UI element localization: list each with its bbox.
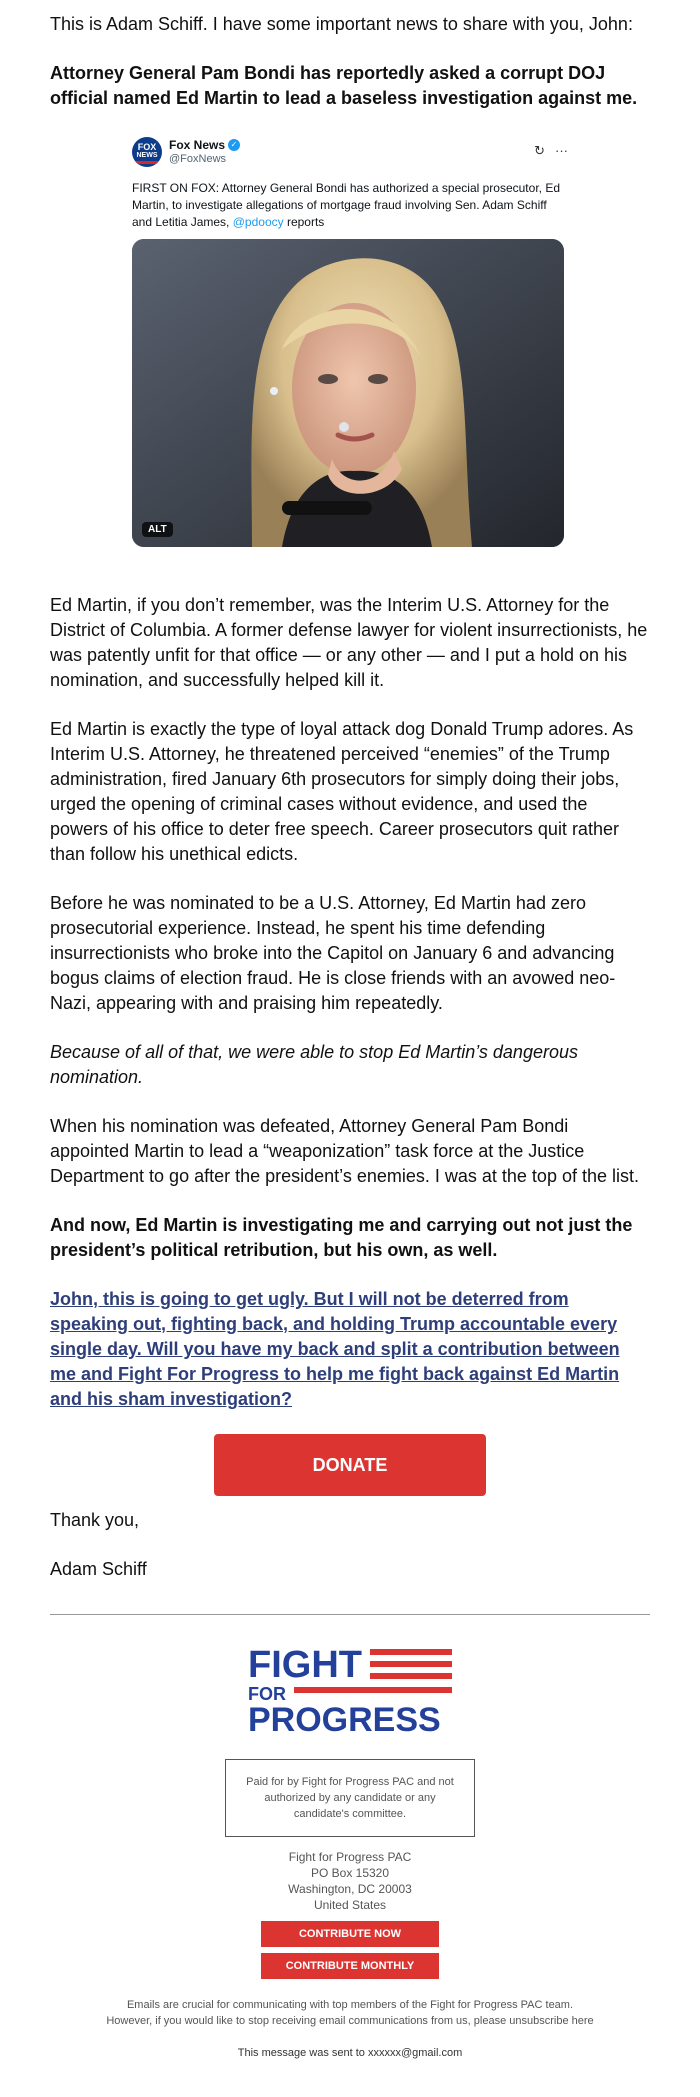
italic-paragraph: Because of all of that, we were able to stop Ed Martin’s dangerous nomination. — [50, 1042, 578, 1087]
tweet-account[interactable] — [169, 138, 240, 166]
signature: Adam Schiff — [50, 1559, 147, 1579]
body-paragraph: Ed Martin, if you don’t remember, was the Interim U.S. Attorney for the District of Columbia. A former defense lawyer for violent insurrectionists, he was patently unfit for that office — or any other — and I put a hold on his nomination, and successfully helped kill it. — [50, 595, 648, 690]
mention-link[interactable]: @pdoocy — [232, 215, 284, 229]
contribute-now-button[interactable]: CONTRIBUTE NOW — [261, 1921, 439, 1947]
donation-cta-link[interactable]: John, this is going to get ugly. But I will not be deterred from speaking out, fighting back, and holding Trump accountable every single day. Will you have my back and split a contribution between me and Fight For Progress to help me fight back against Ed Martin and his sham investigation? — [50, 1289, 620, 1409]
divider — [50, 1614, 650, 1615]
more-options-icon[interactable]: ··· — [555, 143, 568, 158]
logo-word-progress: PROGRESS — [248, 1701, 441, 1733]
share-icon[interactable]: ↻ — [534, 143, 545, 158]
logo-word-for: FOR — [248, 1684, 286, 1704]
fight-for-progress-logo[interactable] — [248, 1643, 452, 1733]
contribute-monthly-button[interactable]: CONTRIBUTE MONTHLY — [261, 1953, 439, 1979]
paid-for-disclaimer: Paid for by Fight for Progress PAC and not authorized by any candidate or any candidate's committee. — [225, 1759, 475, 1837]
tweet-photo[interactable] — [132, 239, 564, 547]
account-name: Fox News — [169, 138, 226, 152]
sent-to-notice: This message was sent to xxxxxx@gmail.com — [237, 2047, 463, 2059]
account-handle: @FoxNews — [169, 153, 227, 165]
footer — [50, 1643, 650, 2061]
alt-badge[interactable]: ALT — [142, 522, 173, 537]
donate-button[interactable]: DONATE — [214, 1434, 486, 1496]
fox-news-logo-icon: FOX NEWS — [132, 137, 162, 167]
logo-word-fight: FIGHT — [248, 1644, 362, 1686]
body-paragraph: When his nomination was defeated, Attorney General Pam Bondi appointed Martin to lead a “weaponization” task force at the Justice Department to go after the president’s enemies. I was at the top of the list. — [50, 1116, 639, 1186]
email-body — [50, 0, 650, 2061]
unsubscribe-notice[interactable]: However, if you would like to stop receiving email communications from us, please unsubscribe here — [106, 2015, 594, 2027]
headline: Attorney General Pam Bondi has reportedly asked a corrupt DOJ official named Ed Martin to lead a baseless investigation against me. — [50, 63, 638, 108]
legal-notice: Emails are crucial for communicating with top members of the Fight for Progress PAC team. However, if you would like to stop receiving email communications from us, please unsubscribe here — [50, 1997, 650, 2029]
greeting: This is Adam Schiff. I have some important news to share with you, John: — [50, 14, 633, 34]
tweet-header — [132, 135, 568, 169]
verified-badge-icon: ✓ — [228, 139, 240, 151]
sign-off: Thank you, — [50, 1510, 140, 1530]
mailing-address: Fight for Progress PAC PO Box 15320 Washington, DC 20003 United States — [288, 1850, 412, 1912]
embedded-tweet[interactable] — [132, 135, 568, 547]
body-paragraph: Ed Martin is exactly the type of loyal attack dog Donald Trump adores. As Interim U.S. Attorney, he threatened perceived “enemies” of the Trump administration, fired January 6th prosecutors for simply doing their jobs, urged the opening of criminal cases without evidence, and used the powers of his office to deter free speech. Career prosecutors quit rather than follow his unethical edicts. — [50, 719, 634, 864]
body-paragraph: Before he was nominated to be a U.S. Attorney, Ed Martin had zero prosecutorial experience. Instead, he spent his time defending insurrectionists who broke into the Capitol on January 6 and advancing bogus claims of election fraud. He is close friends with an avowed neo-Nazi, appearing with and praising him repeatedly. — [50, 893, 616, 1013]
bold-paragraph: And now, Ed Martin is investigating me and carrying out not just the president’s political retribution, but his own, as well. — [50, 1215, 633, 1260]
tweet-text: FIRST ON FOX: Attorney General Bondi has authorized a special prosecutor, Ed Martin, to investigate allegations of mortgage fraud involving Sen. Adam Schiff and Letitia James, @pdoocy reports — [132, 181, 560, 229]
portrait-image — [132, 239, 564, 547]
